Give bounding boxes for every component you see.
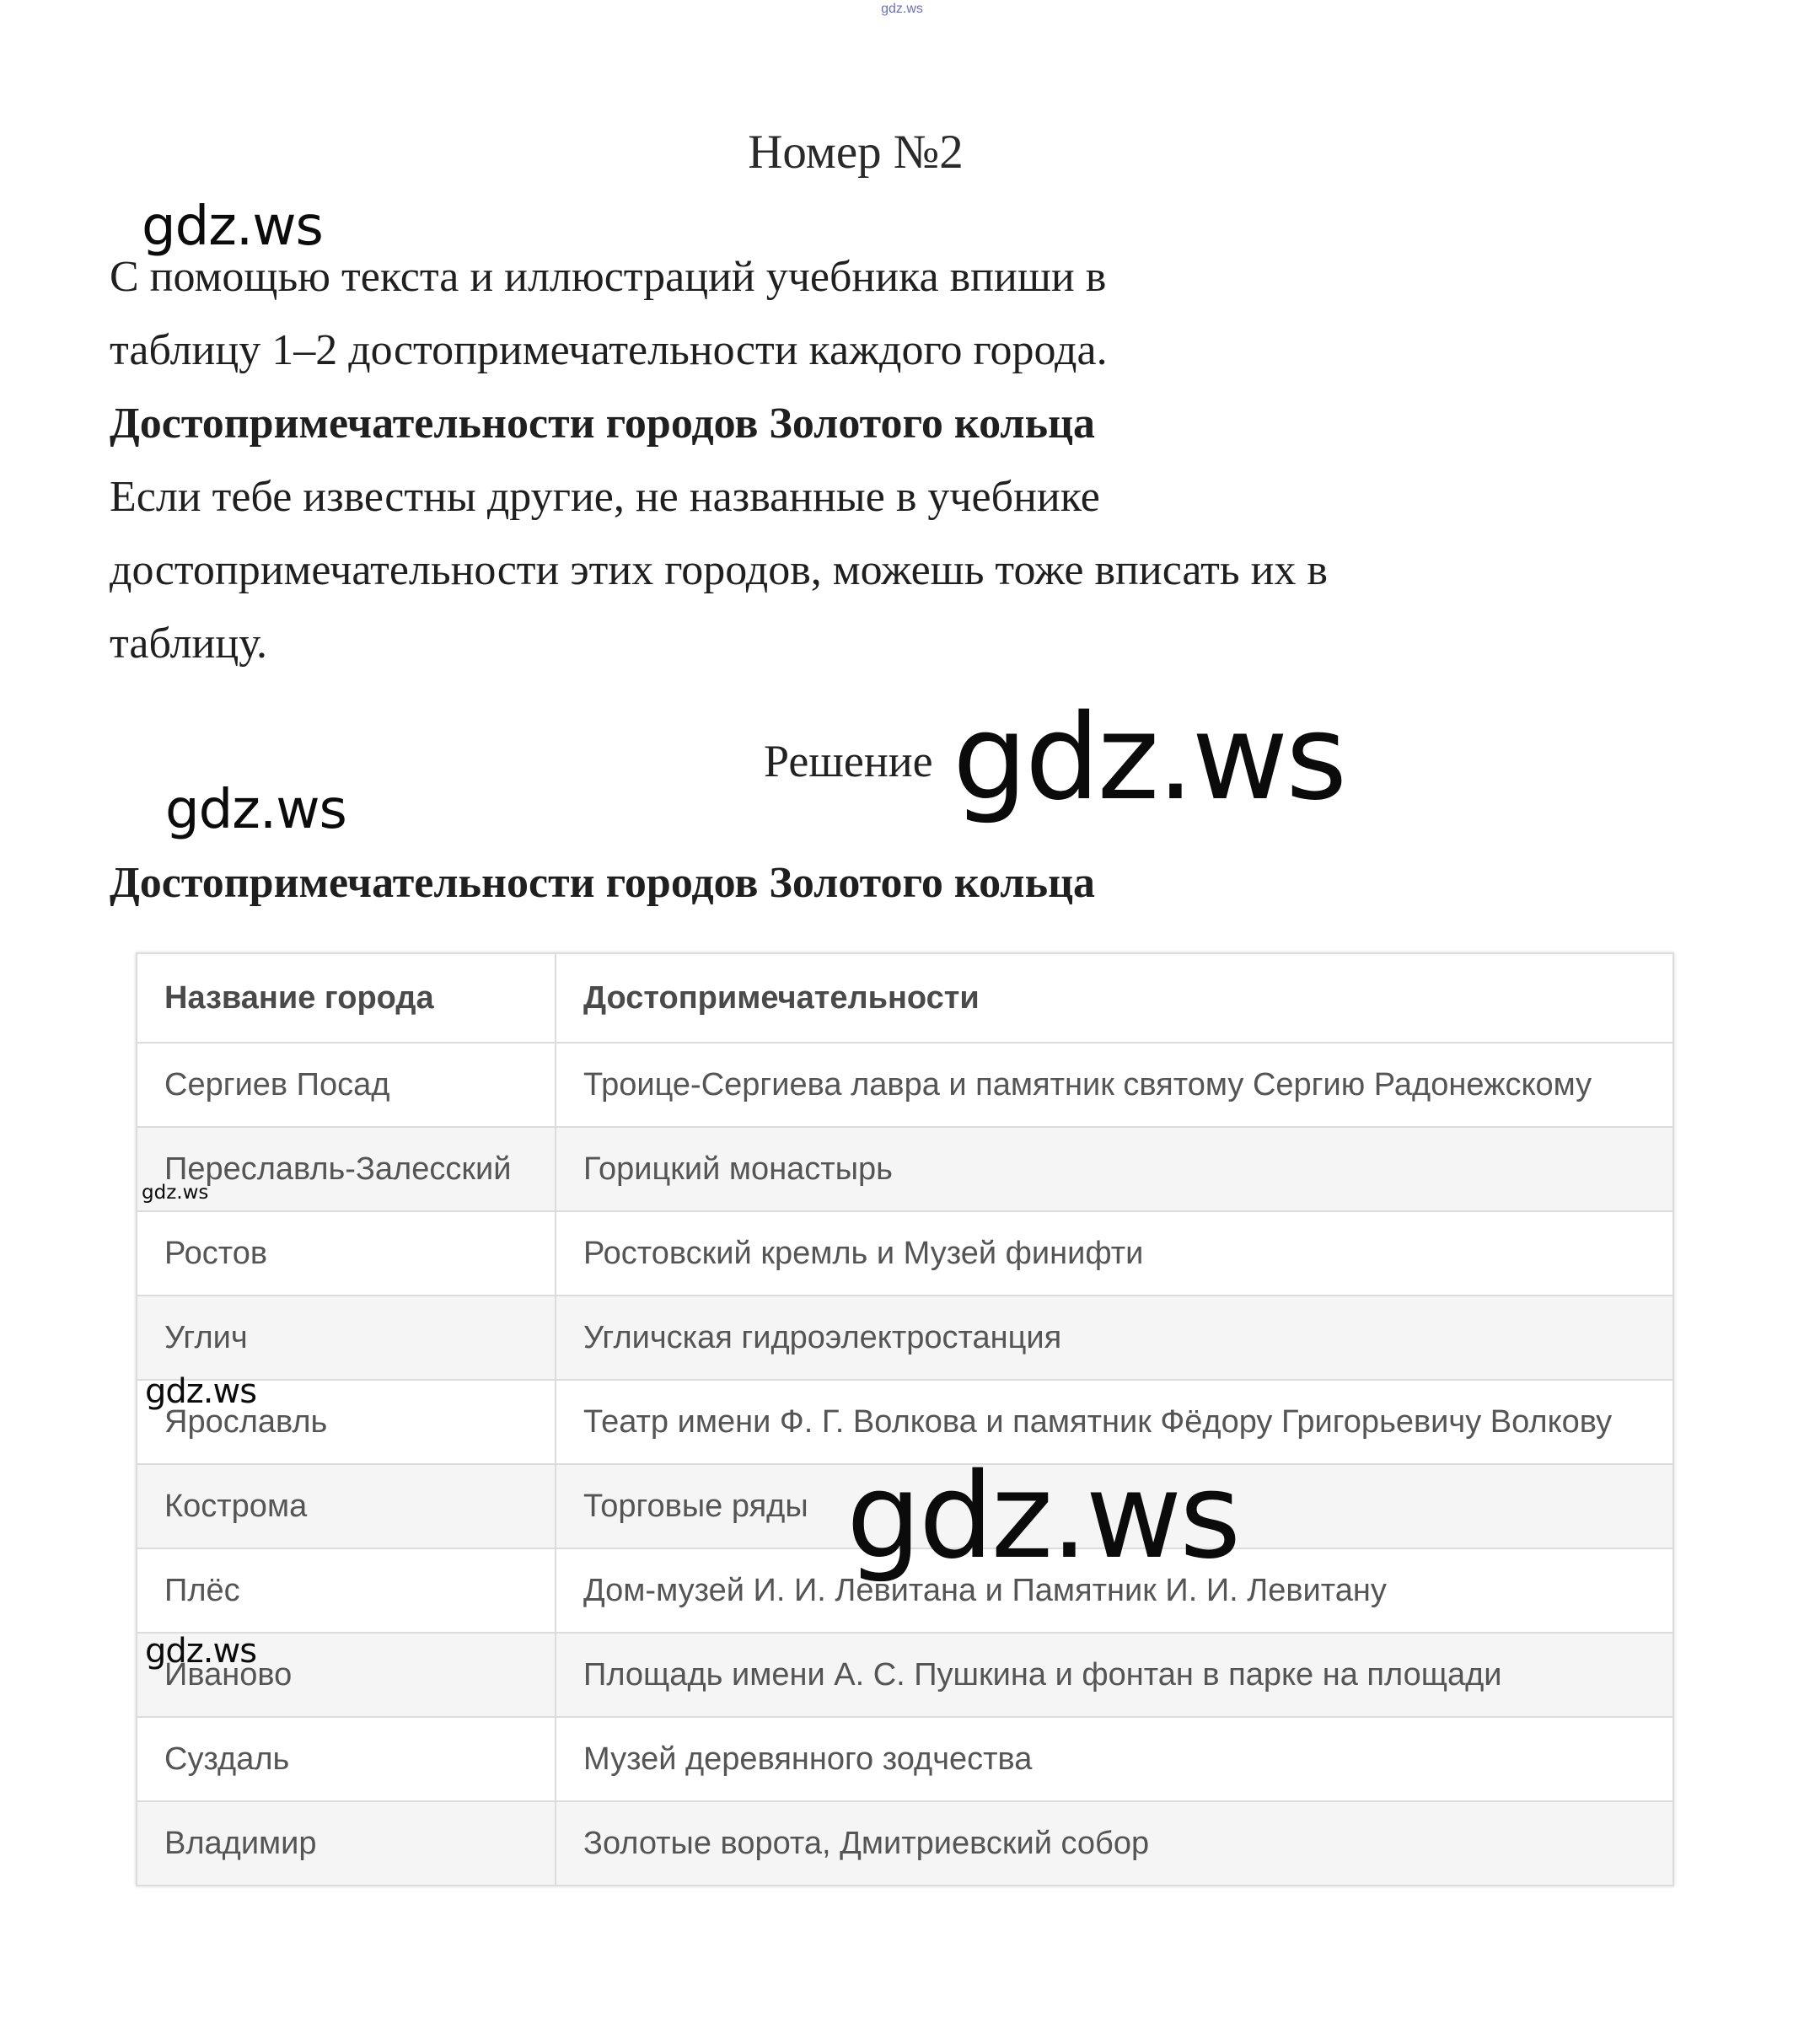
sights-cell: Театр имени Ф. Г. Волкова и памятник Фёдору Григорьевичу Волкову (556, 1380, 1673, 1464)
page-title: Номер №2 (748, 126, 964, 179)
city-cell: Ярославль (137, 1380, 556, 1464)
task-line: таблицу. (110, 620, 268, 668)
task-line: достопримечательности этих городов, можешь тоже вписать их в (110, 546, 1328, 594)
watermark: gdz.ws (145, 1632, 257, 1671)
watermark: gdz.ws (953, 689, 1345, 827)
city-cell: Суздаль (137, 1717, 556, 1801)
table-row (137, 1127, 1673, 1211)
sights-cell: Угличская гидроэлектростанция (556, 1296, 1673, 1380)
sights-cell: Золотые ворота, Дмитриевский собор (556, 1801, 1673, 1886)
task-line: таблицу 1–2 достопримечательности каждого города. (110, 326, 1108, 374)
header-sights: Достопримечательности (556, 953, 1673, 1043)
watermark: gdz.ws (165, 779, 346, 841)
task-text (110, 240, 1627, 680)
sights-cell: Ростовский кремль и Музей финифти (556, 1211, 1673, 1296)
solution-heading: Достопримечательности городов Золотого кольца (110, 859, 1096, 907)
solution-label: Решение (764, 736, 933, 786)
city-cell: Иваново (137, 1633, 556, 1717)
task-heading: Достопримечательности городов Золотого кольца (110, 400, 1096, 448)
watermark: gdz.ws (846, 1448, 1239, 1585)
table-row (137, 1296, 1673, 1380)
sights-cell: Дом-музей И. И. Левитана и Памятник И. И. Левитану (556, 1548, 1673, 1633)
sights-cell: Площадь имени А. С. Пушкина и фонтан в парке на площади (556, 1633, 1673, 1717)
sights-cell: Музей деревянного зодчества (556, 1717, 1673, 1801)
header-city: Название города (137, 953, 556, 1043)
watermark: gdz.ws (145, 1372, 257, 1411)
task-line: Если тебе известны другие, не названные в учебнике (110, 473, 1100, 521)
city-cell: Плёс (137, 1548, 556, 1633)
watermark: gdz.ws (142, 196, 323, 258)
city-cell: Углич (137, 1296, 556, 1380)
table-header-row (137, 953, 1673, 1043)
city-cell: Кострома (137, 1464, 556, 1548)
table-row (137, 1801, 1673, 1886)
sights-cell: Горицкий монастырь (556, 1127, 1673, 1211)
city-cell: Ростов (137, 1211, 556, 1296)
sights-cell: Торговые ряды (556, 1464, 1673, 1548)
sights-cell: Троице-Сергиева лавра и памятник святому Сергию Радонежскому (556, 1043, 1673, 1127)
table-row (137, 1043, 1673, 1127)
city-cell: Переславль-Залесский (137, 1127, 556, 1211)
task-line: С помощью текста и иллюстраций учебника впиши в (110, 253, 1107, 301)
watermark: gdz.ws (142, 1182, 209, 1204)
city-cell: Владимир (137, 1801, 556, 1886)
city-cell: Сергиев Посад (137, 1043, 556, 1127)
table-row (137, 1211, 1673, 1296)
top-watermark: gdz.ws (881, 2, 923, 16)
sights-table (136, 952, 1674, 1886)
table-row (137, 1633, 1673, 1717)
table-row (137, 1717, 1673, 1801)
